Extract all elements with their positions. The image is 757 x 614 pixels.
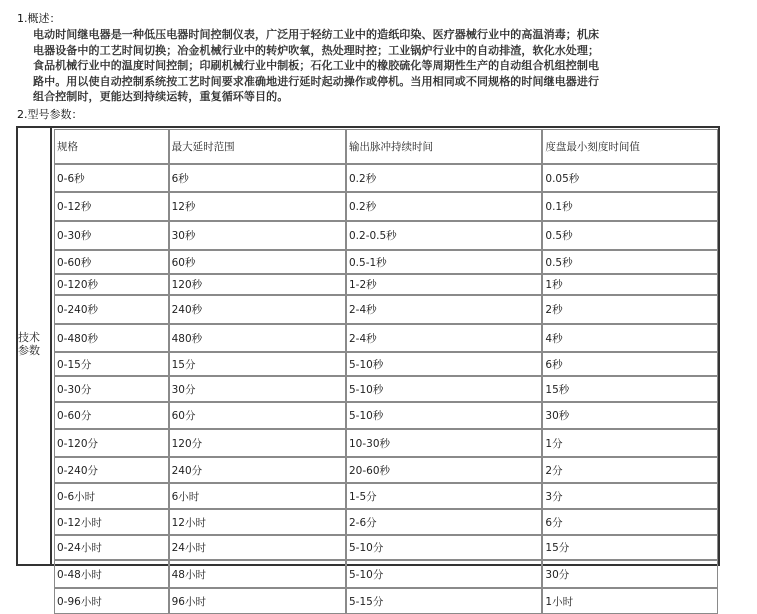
table-cell: 0.05秒 [542,164,718,192]
spec-table-frame [16,126,720,608]
table-cell: 0-96小时 [54,588,169,614]
table-cell: 0-240分 [54,457,169,483]
table-row [54,535,718,560]
table-cell: 6秒 [169,164,346,192]
table-cell: 5-10秒 [346,352,542,376]
table-cell: 30分 [169,376,346,402]
table-cell: 0-60分 [54,402,169,429]
table-cell: 1-5分 [346,483,542,509]
table-cell: 5-10秒 [346,376,542,402]
table-cell: 4秒 [542,324,718,352]
table-cell: 0-48小时 [54,560,169,588]
overview-line: 食品机械行业中的温度时间控制；印刷机械行业中制板；石化工业中的橡胶硫化等周期性生产的自动组合机组控制电 [33,59,600,72]
table-cell: 0.1秒 [542,192,718,221]
table-row [54,483,718,509]
table-cell: 6分 [542,509,718,535]
table-cell: 0-120秒 [54,274,169,295]
column-header: 最大延时范围 [169,129,346,164]
column-header: 度盘最小刻度时间值 [542,129,718,164]
table-cell: 2-4秒 [346,324,542,352]
table-header-row [54,129,718,164]
table-cell: 24小时 [169,535,346,560]
table-cell: 0-480秒 [54,324,169,352]
table-cell: 120秒 [169,274,346,295]
table-row [54,560,718,588]
table-row [54,221,718,250]
table-cell: 0-12小时 [54,509,169,535]
table-cell: 0-6小时 [54,483,169,509]
table-cell: 240分 [169,457,346,483]
table-cell: 1秒 [542,274,718,295]
table-row [54,429,718,457]
side-label-bottom: 参数 [18,344,40,357]
table-row [54,402,718,429]
table-cell: 480秒 [169,324,346,352]
table-cell: 5-15分 [346,588,542,614]
table-cell: 60秒 [169,250,346,274]
table-cell: 0-15分 [54,352,169,376]
table-cell: 0.2秒 [346,164,542,192]
table-cell: 30秒 [542,402,718,429]
table-cell: 60分 [169,402,346,429]
spec-side-label [18,331,48,357]
table-row [54,192,718,221]
table-cell: 240秒 [169,295,346,324]
table-cell: 0-120分 [54,429,169,457]
table-cell: 0.2秒 [346,192,542,221]
table-cell: 2-4秒 [346,295,542,324]
table-cell: 1小时 [542,588,718,614]
table-cell: 6小时 [169,483,346,509]
table-row [54,588,718,614]
table-row [54,164,718,192]
table-row [54,509,718,535]
table-cell: 0-6秒 [54,164,169,192]
table-cell: 5-10分 [346,535,542,560]
table-row [54,324,718,352]
table-cell: 12秒 [169,192,346,221]
table-cell: 0-60秒 [54,250,169,274]
overview-paragraph [33,27,713,105]
column-header: 规格 [54,129,169,164]
table-cell: 20-60秒 [346,457,542,483]
table-cell: 5-10秒 [346,402,542,429]
table-cell: 15分 [542,535,718,560]
table-cell: 6秒 [542,352,718,376]
table-row [54,274,718,295]
table-row [54,352,718,376]
table-row [54,295,718,324]
spec-side-column [18,128,52,564]
table-cell: 3分 [542,483,718,509]
table-cell: 0-30分 [54,376,169,402]
table-cell: 0-240秒 [54,295,169,324]
spec-table [54,129,718,614]
table-cell: 0.5秒 [542,250,718,274]
table-cell: 15秒 [542,376,718,402]
table-cell: 15分 [169,352,346,376]
overview-line: 电器设备中的工艺时间切换；冶金机械行业中的转炉吹氧，热处理时控；工业锅炉行业中的自动排渣，软化水处理； [33,43,600,57]
overview-line: 组合控制时，更能达到持续运转，重复循环等目的。 [33,90,289,103]
section-overview-title: 1.概述： [17,12,61,25]
overview-line: 电动时间继电器是一种低压电器时间控制仪表，广泛用于轻纺工业中的造纸印染、医疗器械行业中的高温消毒；机床 [33,28,600,41]
table-cell: 30分 [542,560,718,588]
section-params-title: 2.型号参数： [17,108,83,121]
table-cell: 2秒 [542,295,718,324]
table-cell: 5-10分 [346,560,542,588]
table-cell: 2-6分 [346,509,542,535]
table-cell: 10-30秒 [346,429,542,457]
side-label-top: 技术 [18,331,40,344]
table-cell: 48小时 [169,560,346,588]
table-row [54,250,718,274]
table-row [54,457,718,483]
table-cell: 1分 [542,429,718,457]
table-cell: 30秒 [169,221,346,250]
table-cell: 0.5-1秒 [346,250,542,274]
overview-line: 路中。用以使自动控制系统按工艺时间要求准确地进行延时起动操作或停机。当用相同或不同规格的时间继电器进行 [33,74,600,88]
table-cell: 0.5秒 [542,221,718,250]
table-row [54,376,718,402]
table-cell: 12小时 [169,509,346,535]
table-cell: 1-2秒 [346,274,542,295]
table-cell: 2分 [542,457,718,483]
table-cell: 120分 [169,429,346,457]
table-cell: 0.2-0.5秒 [346,221,542,250]
table-cell: 0-30秒 [54,221,169,250]
column-header: 输出脉冲持续时间 [346,129,542,164]
table-cell: 96小时 [169,588,346,614]
table-cell: 0-12秒 [54,192,169,221]
table-cell: 0-24小时 [54,535,169,560]
